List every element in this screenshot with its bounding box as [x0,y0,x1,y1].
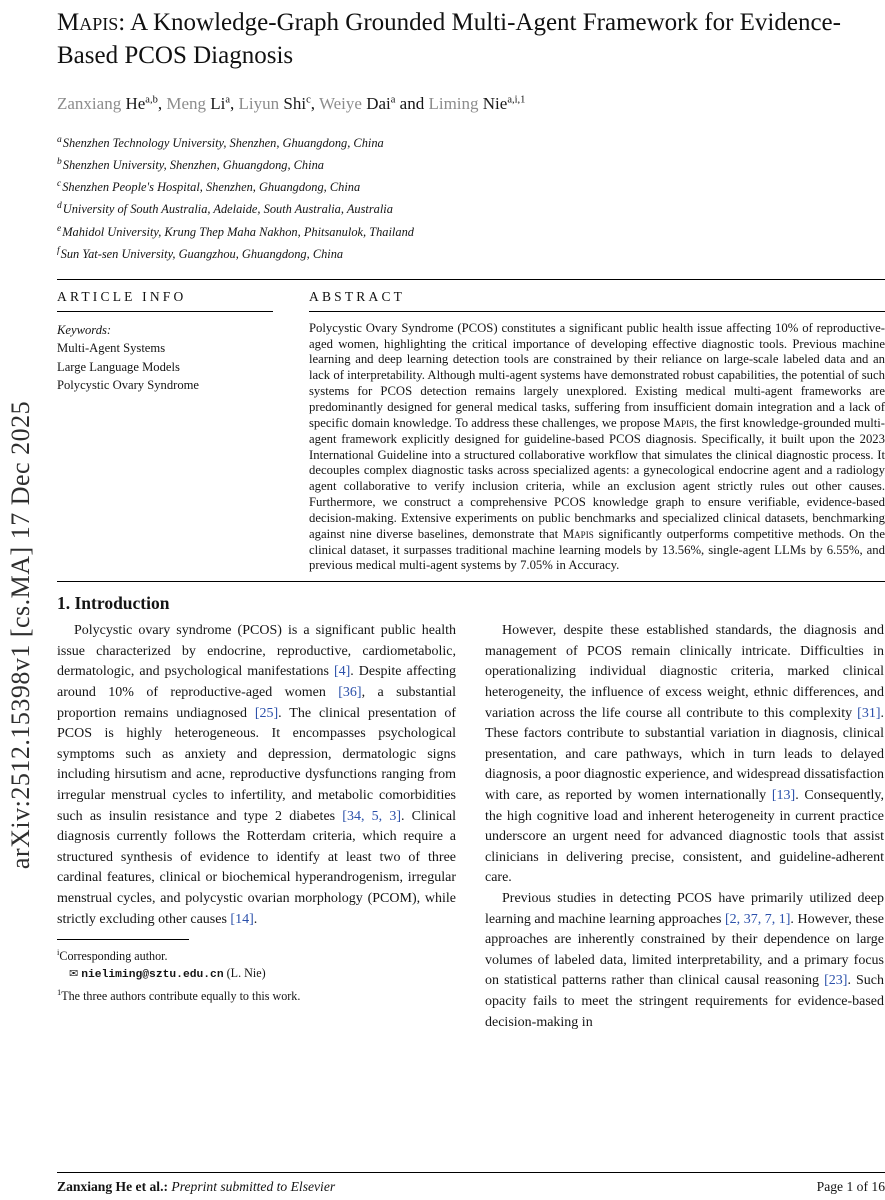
section-heading-introduction: 1. Introduction [57,593,170,614]
intro-paragraph: However, despite these established standards, the diagnosis and management of PCOS remain clinically intricate. Difficulties in operationalizing individual diagnostic criteria, marked clinical heterogeneity, the influence of excess weight, ethnic differences, and variation across the life course all contribute to this complexity [31]. These factors contribute to substantial variation in diagnosis, clinical presentation, and care pathways, which in turn leads to delayed diagnosis, a poor diagnostic experience, and widespread dissatisfaction with care, as reported by women internationally [13]. Consequently, the high cognitive load and inherent heterogeneity in current practice underscore an urgent need for advanced diagnostic tools that assist clinicians in delivering precise, consistent, and guideline-adherent care. [485,623,884,886]
footer-row [57,1173,885,1195]
keywords-label: Keywords: [57,322,112,337]
citation-link[interactable]: [25] [254,705,279,721]
abstract-heading: ABSTRACT [309,288,406,304]
arxiv-watermark: arXiv:2512.15398v1 [cs.MA] 17 Dec 2025 [6,400,35,870]
info-abstract-block [57,280,885,575]
paper-title [57,0,885,72]
footnote-divider [57,939,189,940]
affiliation: $^f$Sun Yat-sen University, Guangzhou, Ghuangdong, China [57,245,344,261]
intro-paragraph: Previous studies in detecting PCOS have primarily utilized deep learning and machine learning approaches [2, 37, 7, 1]. However, these approaches are inherently constrained by their dependence on large volumes of labeled data, limited interpretability, and a primary focus on statistical patterns rather than clinical causal reasoning [23]. Such opacity fails to meet the stringent requirements for evidence-based decision-making in [485,890,885,1030]
title-smallcaps: Mapis [57,9,119,36]
keyword: Polycystic Ovary Syndrome [57,378,200,393]
footnote-equal-contribution: $^1$The three authors contribute equally to this work. [57,986,301,1003]
author-name: Liyun Shi$^c$, [238,94,319,113]
author-name: Weiye Dai$^a$ and [318,94,429,113]
keyword: Multi-Agent Systems [57,341,166,356]
citation-link[interactable]: [13] [771,788,796,803]
citation-link[interactable]: [31] [857,705,881,721]
citation-link[interactable]: [2, 37, 7, 1] [725,911,791,927]
page-content [57,0,885,1033]
author-line [57,94,885,114]
footnote-email [57,965,456,984]
author-name: Zanxiang He$^{a,b}$, [57,94,167,113]
affiliation: $^a$Shenzhen Technology University, Shenzhen, Ghuangdong, China [57,135,384,151]
abstract-text: Polycystic Ovary Syndrome (PCOS) constitutes a significant public health issue affecting 10% of reproductive-aged women, highlighting the critical importance of developing effective diagnostic tools. Previous machine learning and deep learning detection tools are constrained by their reliance on large-scale labeled data and an lack of interpretability. Although multi-agent systems have demonstrated robust capabilities, the potential of such systems for PCOS detection remains largely unexplored. Existing medical multi-agent frameworks are predominantly designed for general medical tasks, suffering from insufficient domain integration and a lack of specific domain knowledge. To address these challenges, we propose Mapis, the first knowledge-grounded multi-agent framework explicitly designed for guideline-based PCOS diagnosis. Specifically, it built upon the 2023 International Guideline into a structured collaborative workflow that simulates the clinical diagnostic process. It decouples complex diagnostic tasks across specialized agents: a gynecological endocrine agent and a radiology agent collaborative to verify inclusion criteria, while an exclusion agent strictly rules out other causes. Furthermore, we construct a comprehensive PCOS knowledge graph to ensure verifiable, evidence-based decision-making. Extensive experiments on public benchmarks and specialized clinical datasets, benchmarking against nine diverse baselines, demonstrate that Mapis significantly outperforms competitive methods. On the clinical dataset, it surpasses traditional machine learning models by 13.56%, single-agent LLMs by 6.55%, and previous medical multi-agent systems by 7.05% in Accuracy. [309,320,885,573]
keyword: Large Language Models [57,359,180,374]
body-column-right [485,621,884,1033]
title-rest: : A Knowledge-Graph Grounded Multi-Agent Framework for Evidence-Based PCOS Diagnosis [57,9,841,69]
article-info-column [57,280,309,575]
citation-link[interactable]: [4] [333,664,351,680]
page-footer [57,1172,885,1200]
affiliation: $^b$Shenzhen University, Shenzhen, Ghuangdong, China [57,157,324,173]
citation-link[interactable]: [34, 5, 3] [342,808,401,824]
intro-paragraph: Polycystic ovary syndrome (PCOS) is a significant public health issue characterized by endocrine, reproductive, cardiometabolic, dermatologic, and psychological manifestations [4]. Despite affecting around 10% of reproductive-aged women [36], a substantial proportion remains undiagnosed [25]. The clinical presentation of PCOS is highly heterogeneous. It encompasses psychological symptoms such as anxiety and depression, dermatologic signs including hirsutism and acne, reproductive dysfunctions ranging from irregular menstrual cycles to infertility, and metabolic comorbidities such as insulin resistance and type 2 diabetes [34, 5, 3]. Clinical diagnosis currently follows the Rotterdam criteria, which require a structured synthesis of evidence to identify at least two of three cardinal features, clinical or biochemical hyperandrogenism, irregular menstrual cycles, and polycystic ovarian morphology (PCOM), while strictly excluding other causes [14]. [57,623,457,927]
divider [57,311,273,312]
envelope-icon: ✉ [69,967,79,980]
author-name: Meng Li$^a$, [166,94,239,113]
abstract-column [309,280,885,575]
body-column-left [57,621,456,1033]
divider [57,581,885,582]
affiliation-list [57,131,885,264]
page-number: Page 1 of 16 [816,1179,885,1194]
email-suffix: (L. Nie) [223,965,266,980]
citation-link[interactable]: [23] [824,973,848,989]
affiliation: $^e$Mahidol University, Krung Thep Maha Nakhon, Phitsanulok, Thailand [57,223,414,239]
footer-running-title: Zanxiang He et al.: Preprint submitted to Elsevier [57,1179,336,1194]
citation-link[interactable]: [36] [338,685,362,701]
article-info-heading: ARTICLE INFO [57,288,187,304]
affiliation: $^c$Shenzhen People's Hospital, Shenzhen, Ghuangdong, China [57,179,361,195]
email-link[interactable]: nieliming@sztu.edu.cn [81,968,224,981]
footnote-corresponding: $^i$Corresponding author. [57,947,168,964]
citation-link[interactable]: [14] [230,911,254,927]
affiliation: $^d$University of South Australia, Adelaide, South Australia, Australia [57,201,393,217]
divider [309,311,885,312]
author-name: Liming Nie$^{a,i,1}$ [428,94,526,113]
two-column-body [57,621,885,1033]
footnotes [57,944,456,1004]
